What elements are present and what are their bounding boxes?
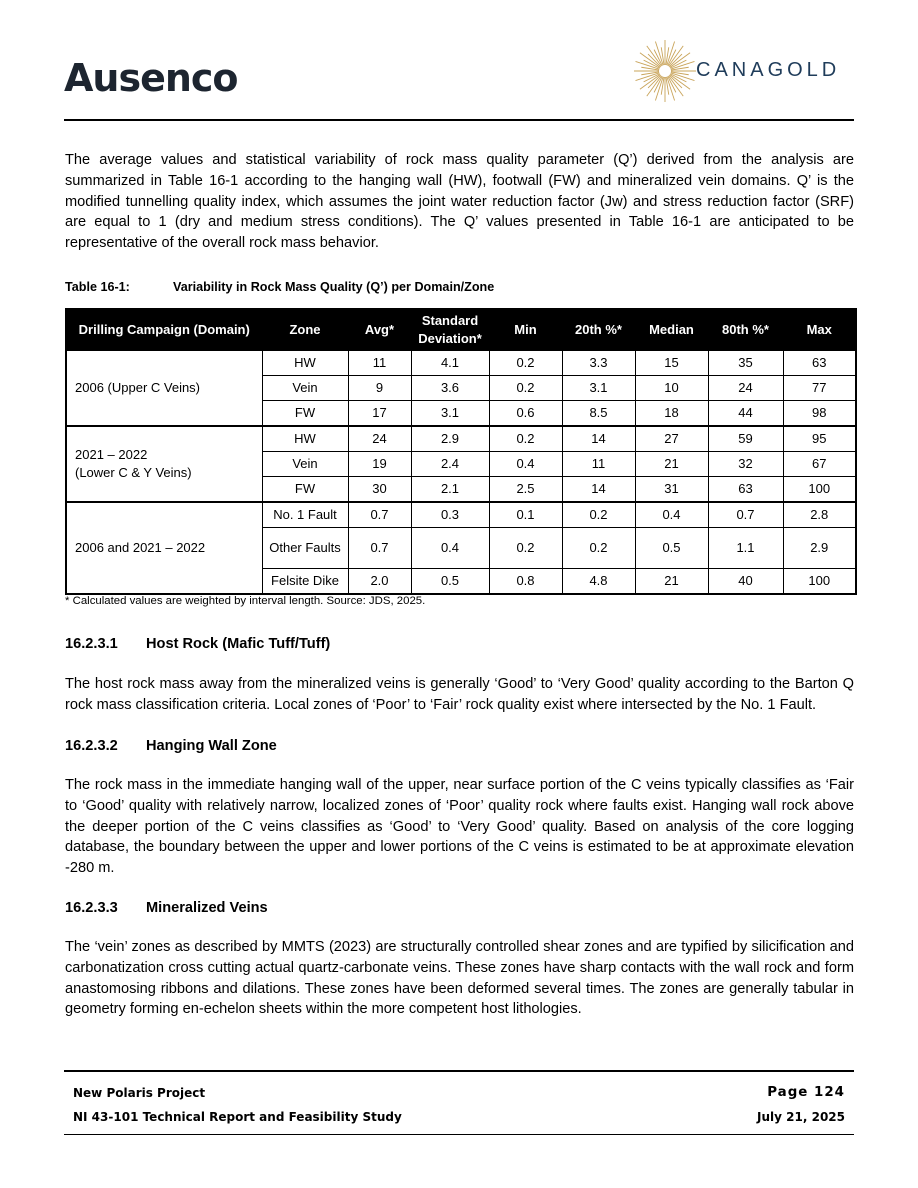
table-value-cell: 2.4 <box>411 452 489 477</box>
table-value-cell: 11 <box>562 452 635 477</box>
table-caption <box>65 280 494 294</box>
section-heading-mineralized-veins <box>65 900 268 916</box>
table-header-cell: 80th %* <box>708 309 783 351</box>
table-value-cell: 0.1 <box>489 502 562 528</box>
table-value-cell: 2.9 <box>783 528 856 569</box>
table-value-cell: 19 <box>348 452 411 477</box>
table-value-cell: 35 <box>708 351 783 376</box>
table-value-cell: 15 <box>635 351 708 376</box>
table-value-cell: 67 <box>783 452 856 477</box>
table-value-cell: 4.8 <box>562 569 635 595</box>
table-value-cell: 44 <box>708 401 783 427</box>
table-value-cell: 11 <box>348 351 411 376</box>
table-value-cell: 18 <box>635 401 708 427</box>
table-value-cell: 24 <box>348 426 411 452</box>
section-title: Host Rock (Mafic Tuff/Tuff) <box>146 636 331 652</box>
table-value-cell: 40 <box>708 569 783 595</box>
table-value-cell: 0.2 <box>489 426 562 452</box>
table-value-cell: 100 <box>783 569 856 595</box>
table-header-cell: 20th %* <box>562 309 635 351</box>
table-header-row <box>66 309 856 351</box>
table-value-cell: 3.1 <box>411 401 489 427</box>
table-header-cell: Drilling Campaign (Domain) <box>66 309 262 351</box>
section-heading-hanging-wall <box>65 738 277 754</box>
table-zone-cell: HW <box>262 426 348 452</box>
ausenco-logo <box>64 56 238 100</box>
table-value-cell: 0.2 <box>489 376 562 401</box>
table-caption-title: Variability in Rock Mass Quality (Q’) per Domain/Zone <box>173 280 495 294</box>
footer-rule-top <box>64 1070 854 1072</box>
section-number: 16.2.3.2 <box>65 738 118 754</box>
table-zone-cell: FW <box>262 477 348 503</box>
footer-project: New Polaris Project <box>73 1086 206 1100</box>
table-value-cell: 0.2 <box>489 351 562 376</box>
table-value-cell: 3.1 <box>562 376 635 401</box>
section-body-hanging-wall: The rock mass in the immediate hanging wall of the upper, near surface portion of the C veins typically classifies as ‘Fair to ‘Good’ quality with relatively narrow, localized zones of ‘Poor’ quality rock where faults exist. Hanging wall rock above the deeper portion of the C veins classifies as ‘Good’ to ‘Very Good’ quality. Based on analysis of the core logging database, the boundary between the upper and lower portions of the C veins is estimated to be at approximate elevation -280 m. <box>65 777 854 877</box>
intro-paragraph: The average values and statistical variability of rock mass quality parameter (Q’) derived from the analysis are summarized in Table 16-1 according to the hanging wall (HW), footwall (FW) and mineralized vein domains. Q’ is the modified tunnelling quality index, which assumes the joint water reduction factor (Jw) and stress reduction factor (SRF) are equal to 1 (dry and medium stress conditions). The Q’ values presented in Table 16-1 are anticipated to be representative of the overall rock mass behavior. <box>65 152 854 252</box>
table-zone-cell: HW <box>262 351 348 376</box>
canagold-logo <box>632 38 862 104</box>
table-value-cell: 59 <box>708 426 783 452</box>
section-number: 16.2.3.1 <box>65 636 118 652</box>
table-value-cell: 0.6 <box>489 401 562 427</box>
table-value-cell: 2.1 <box>411 477 489 503</box>
table-zone-cell: FW <box>262 401 348 427</box>
table-value-cell: 31 <box>635 477 708 503</box>
section-number: 16.2.3.3 <box>65 900 118 916</box>
table-value-cell: 95 <box>783 426 856 452</box>
table-value-cell: 0.2 <box>562 502 635 528</box>
table-value-cell: 0.7 <box>348 502 411 528</box>
footer-rule-bottom <box>64 1134 854 1135</box>
table-value-cell: 63 <box>783 351 856 376</box>
table-value-cell: 1.1 <box>708 528 783 569</box>
rock-mass-quality-table <box>65 308 857 595</box>
section-title: Hanging Wall Zone <box>146 738 277 754</box>
table-value-cell: 2.8 <box>783 502 856 528</box>
table-zone-cell: Other Faults <box>262 528 348 569</box>
table-value-cell: 98 <box>783 401 856 427</box>
footer-page-number: Page 124 <box>767 1085 845 1100</box>
table-value-cell: 0.2 <box>489 528 562 569</box>
table-value-cell: 63 <box>708 477 783 503</box>
table-zone-cell: Vein <box>262 452 348 477</box>
ausenco-logo-text: Ausenco <box>64 56 238 100</box>
table-value-cell: 8.5 <box>562 401 635 427</box>
table-value-cell: 0.4 <box>489 452 562 477</box>
table-value-cell: 3.6 <box>411 376 489 401</box>
table-value-cell: 2.0 <box>348 569 411 595</box>
section-heading-host-rock <box>65 636 330 652</box>
table-value-cell: 30 <box>348 477 411 503</box>
canagold-logo-text: CANAGOLD <box>696 59 841 81</box>
header-rule <box>64 119 854 121</box>
table-value-cell: 2.5 <box>489 477 562 503</box>
table-domain-cell: 2006 and 2021 – 2022 <box>66 502 262 594</box>
table-value-cell: 21 <box>635 569 708 595</box>
table-zone-cell: Vein <box>262 376 348 401</box>
table-value-cell: 0.7 <box>708 502 783 528</box>
table-domain-cell: 2006 (Upper C Veins) <box>66 351 262 427</box>
table-value-cell: 0.3 <box>411 502 489 528</box>
table-header-cell: Zone <box>262 309 348 351</box>
table-value-cell: 0.7 <box>348 528 411 569</box>
table-row <box>66 426 856 452</box>
table-header-cell: Max <box>783 309 856 351</box>
table-value-cell: 0.4 <box>635 502 708 528</box>
table-domain-cell: 2021 – 2022 (Lower C & Y Veins) <box>66 426 262 502</box>
table-caption-number: Table 16-1: <box>65 280 130 294</box>
table-value-cell: 0.2 <box>562 528 635 569</box>
table-value-cell: 9 <box>348 376 411 401</box>
table-value-cell: 21 <box>635 452 708 477</box>
table-value-cell: 2.9 <box>411 426 489 452</box>
table-header-cell: Median <box>635 309 708 351</box>
section-title: Mineralized Veins <box>146 900 268 916</box>
table-header-cell: Min <box>489 309 562 351</box>
table-value-cell: 77 <box>783 376 856 401</box>
table-value-cell: 17 <box>348 401 411 427</box>
table-header-cell: Standard Deviation* <box>411 309 489 351</box>
table-value-cell: 10 <box>635 376 708 401</box>
table-value-cell: 3.3 <box>562 351 635 376</box>
table-value-cell: 27 <box>635 426 708 452</box>
footer-date: July 21, 2025 <box>757 1110 845 1124</box>
table-value-cell: 24 <box>708 376 783 401</box>
table-value-cell: 14 <box>562 477 635 503</box>
table-value-cell: 32 <box>708 452 783 477</box>
table-value-cell: 100 <box>783 477 856 503</box>
table-header-cell: Avg* <box>348 309 411 351</box>
table-value-cell: 4.1 <box>411 351 489 376</box>
table-value-cell: 0.5 <box>635 528 708 569</box>
table-value-cell: 0.8 <box>489 569 562 595</box>
table-note: * Calculated values are weighted by interval length. Source: JDS, 2025. <box>65 595 426 607</box>
section-body-host-rock: The host rock mass away from the mineralized veins is generally ‘Good’ to ‘Very Good’ quality according to the Barton Q rock mass classification criteria. Local zones of ‘Poor’ to ‘Fair’ rock quality exist where intersected by the No. 1 Fault. <box>65 676 854 713</box>
section-body-mineralized-veins: The ‘vein’ zones as described by MMTS (2023) are structurally controlled shear zones and are typified by silicification and carbonatization cross cutting actual quartz-carbonate veins. These zones have sharp contacts with the wall rock and form anastomosing ribbons and dilations. These zones have been deformed several times. The zones are generally tabular in geometry forming en-echelon sheets within the more competent host lithologies. <box>65 939 854 1018</box>
table-row <box>66 502 856 528</box>
table-value-cell: 14 <box>562 426 635 452</box>
table-value-cell: 0.5 <box>411 569 489 595</box>
canagold-sunburst-icon <box>632 38 698 104</box>
table-zone-cell: No. 1 Fault <box>262 502 348 528</box>
table-value-cell: 0.4 <box>411 528 489 569</box>
footer-report: NI 43-101 Technical Report and Feasibility Study <box>73 1110 402 1124</box>
table-row <box>66 351 856 376</box>
table-zone-cell: Felsite Dike <box>262 569 348 595</box>
